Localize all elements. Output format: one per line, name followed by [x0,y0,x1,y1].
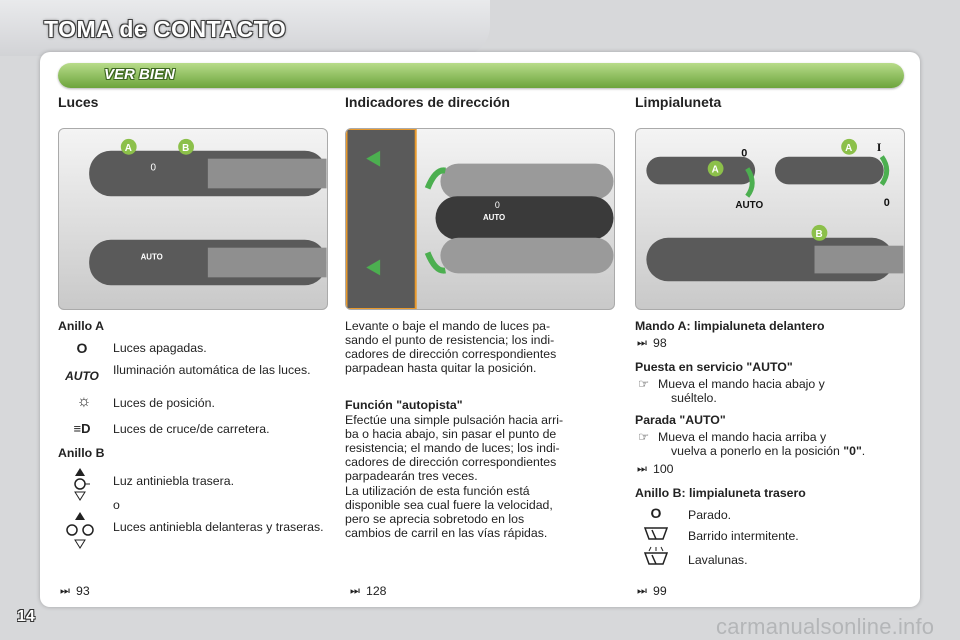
low-high-beam-icon: ≡D [73,420,91,436]
paragraph-indicadores [345,319,615,375]
item-lavalunas: Lavalunas. [688,553,748,567]
ref-99: 99 [653,584,667,598]
p2-line: Efectúe una simple pulsación hacia arri- [345,413,564,427]
item-luces-cruce: Luces de cruce/de carretera. [113,422,270,436]
item-luces-apagadas: Luces apagadas. [113,341,207,355]
puesta-line: suéltelo. [671,391,717,405]
section-bar [58,63,904,88]
wiper-label-one: I [876,139,882,154]
wiper-label-zero1: 0 [741,147,748,160]
wiper-label-a2: A [845,142,853,154]
auto-icon: AUTO [65,369,99,383]
item-barrido: Barrido intermitente. [688,529,799,543]
wiper-label-zero2: 0 [883,197,890,210]
puesta-auto-label: Puesta en servicio "AUTO" [635,360,793,374]
parada-line-text: vuelva a ponerlo en la posición [671,444,844,458]
item-or: o [113,498,120,512]
stalk-label-a: A [124,142,132,154]
subheading-autopista: Función "autopista" [345,398,463,412]
pointer-icon: ☞ [638,377,650,391]
image-wiper-stalk [635,128,905,310]
item-antiniebla-trasera: Luz antiniebla trasera. [113,474,234,488]
image-light-stalk [58,128,328,310]
signal-label-zero: 0 [494,200,500,211]
item-luces-posicion: Luces de posición. [113,396,215,410]
wiper-label-a1: A [711,164,719,176]
anillo-b-label: Anillo B: limpialuneta trasero [635,486,806,500]
image-turn-signal-stalk [345,128,615,310]
p2-line: parpadearán tres veces. [345,469,478,483]
ring-a-label: Anillo A [58,319,104,333]
heading-indicadores: Indicadores de dirección [345,94,510,110]
position-light-icon: ☼ [76,393,92,410]
p1-line: Levante o baje el mando de luces pa- [345,319,551,333]
p3-line: pero se aprecia sobretodo en los [345,512,525,526]
washer-icon [643,546,669,570]
paragraph-autopista [345,413,615,483]
pointer-icon: ☞ [638,430,650,444]
parada-zero: "0" [843,444,862,458]
wiper-off-icon: O [650,505,662,521]
parada-line: Mueva el mando hacia arriba y [658,430,827,444]
mando-a-label: Mando A: limpialuneta delantero [635,319,825,333]
item-iluminacion-automatica: Iluminación automática de las luces. [113,363,311,377]
puesta-line: Mueva el mando hacia abajo y [658,377,825,391]
heading-limpialuneta: Limpialuneta [635,94,722,110]
ref-arrow-icon: ⏭ [637,585,647,597]
puesta-text [658,377,825,405]
signal-label-auto: AUTO [482,212,506,222]
watermark: carmanualsonline.info [716,614,935,639]
stalk-label-zero: 0 [150,162,156,174]
heading-luces: Luces [58,94,99,110]
ref-93: 93 [76,584,90,598]
ref-arrow-icon: ⏭ [637,337,647,349]
p1-line: cadores de dirección correspondientes [345,347,557,361]
off-icon: O [76,340,88,356]
p3-line: La utilización de esta función está [345,484,530,498]
p1-line: parpadean hasta quitar la posición. [345,361,537,375]
paragraph-utilizacion [345,484,615,540]
ref-arrow-icon: ⏭ [637,463,647,475]
wiper-label-b: B [815,228,823,240]
ref-arrow-icon: ⏭ [350,585,360,597]
page-title: TOMA de CONTACTO [44,16,287,42]
ring-b-label: Anillo B [58,446,105,460]
stalk-label-auto: AUTO [140,252,163,262]
p2-line: ba o hacia abajo, sin pasar el punto de [345,427,557,441]
wiper-label-auto: AUTO [735,200,764,212]
ref-100: 100 [653,462,674,476]
stalk-label-b: B [182,142,190,154]
ref-128: 128 [366,584,387,598]
p2-line: cadores de dirección correspondientes [345,455,557,469]
p2-line: resistencia; el mando de luces; los indi- [345,441,560,455]
front-rear-fog-light-icon [62,510,98,550]
parada-auto-label: Parada "AUTO" [635,413,726,427]
rear-fog-light-icon [68,466,92,502]
ref-arrow-icon: ⏭ [60,585,70,597]
parada-line: vuelva a ponerlo en la posición "0". [671,444,866,458]
item-antiniebla-delanteras: Luces antiniebla delanteras y traseras. [113,520,324,534]
item-parado: Parado. [688,508,732,522]
p3-line: cambios de carril en las vías rápidas. [345,526,548,540]
p3-line: disponible sea cual fuere la velocidad, [345,498,553,512]
page-number: 14 [17,608,35,625]
intermittent-wipe-icon [643,525,669,545]
section-title: VER BIEN [104,66,175,83]
p1-line: sando el punto de resistencia; los indi- [345,333,555,347]
parada-text [658,430,865,458]
ref-98: 98 [653,336,667,350]
